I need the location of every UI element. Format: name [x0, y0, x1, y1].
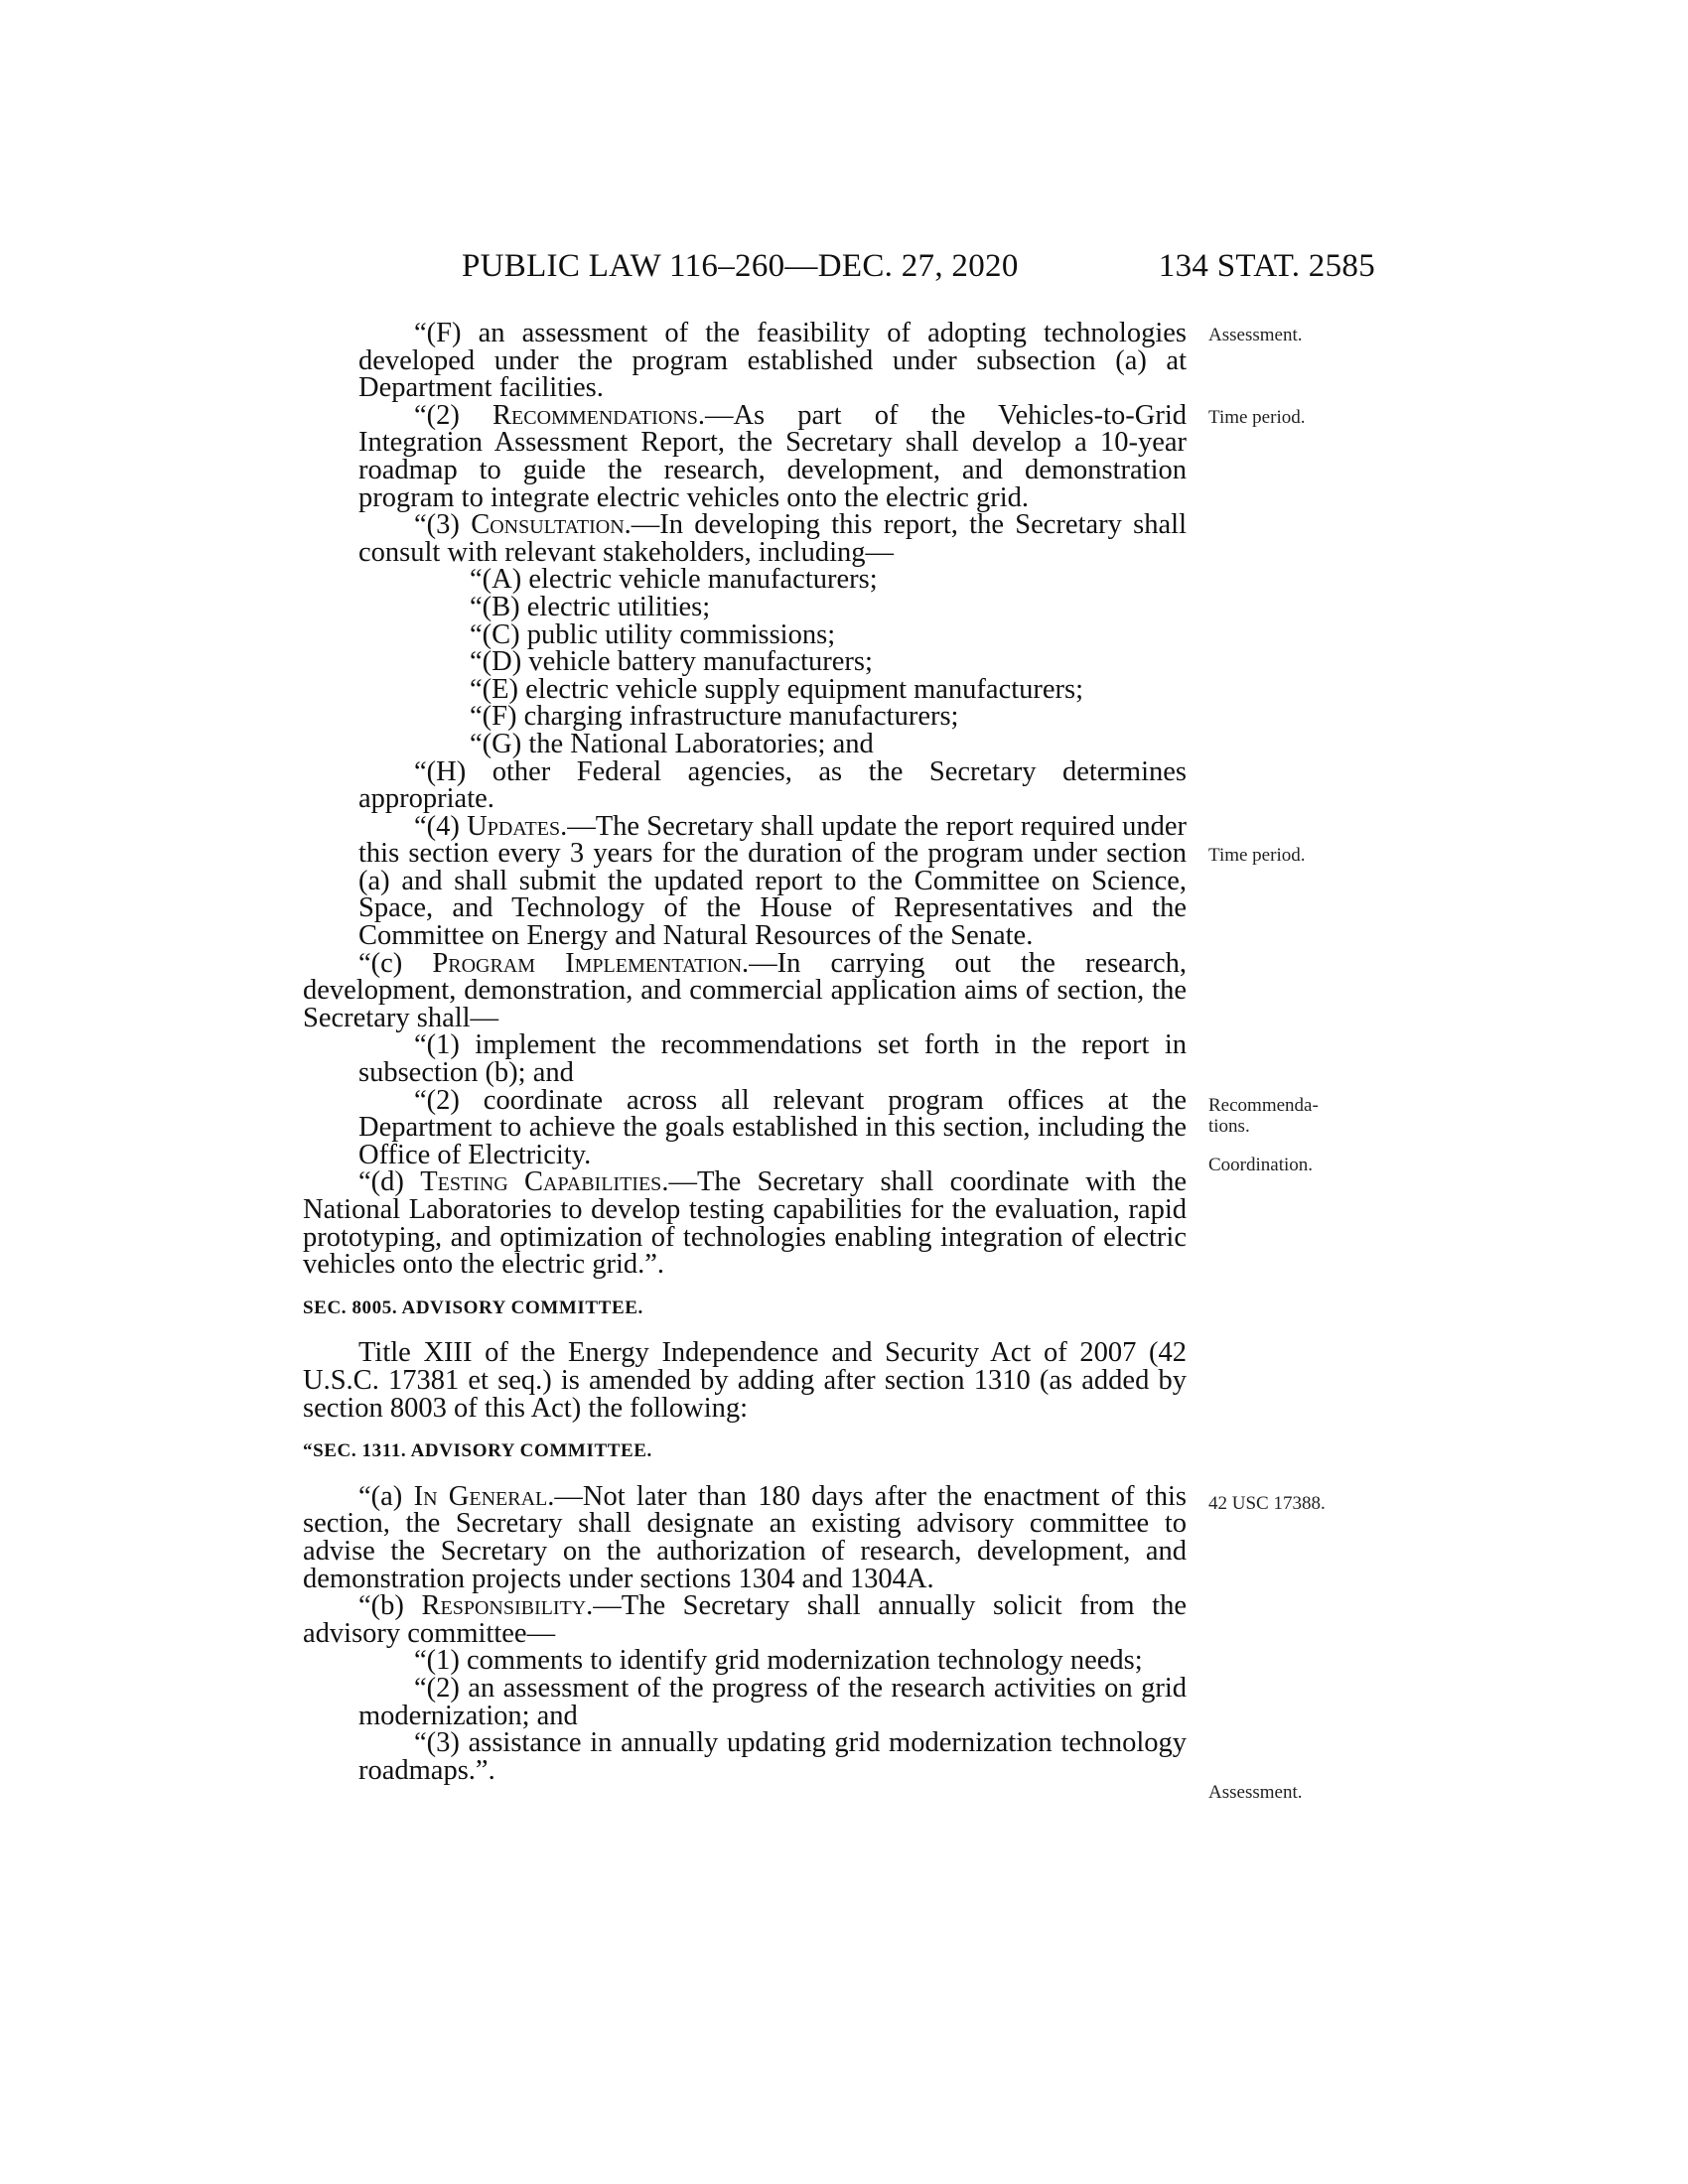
paragraph-heading: Responsibility — [421, 1590, 587, 1622]
paragraph-4-updates — [303, 810, 1187, 952]
margin-note-assessment: Assessment. — [1208, 325, 1303, 345]
subsection-c-item-2: “(2) coordinate across all relevant program offices at the Department to achieve the goals established in this section, including the Office of Electricity. — [358, 1084, 1187, 1170]
paragraph-heading: Consultation — [471, 509, 625, 541]
paragraph-lead: “(3) — [414, 509, 472, 541]
list-item-e: “(E) electric vehicle supply equipment manufacturers; — [470, 673, 1084, 705]
margin-note-coordination: Coordination. — [1208, 1155, 1314, 1175]
margin-note-time-period-2: Time period. — [1208, 845, 1306, 866]
subsection-c-item-1: “(1) implement the recommendations set forth in the report in subsection (b); and — [358, 1029, 1187, 1089]
list-item-a: “(A) electric vehicle manufacturers; — [470, 564, 878, 596]
list-item-h: “(H) other Federal agencies, as the Secretary determines appropriate. — [358, 755, 1187, 815]
subsection-d-testing-capabilities — [303, 1166, 1187, 1281]
paragraph-heading: Testing Capabilities — [420, 1166, 662, 1198]
paragraph-2-recommendations — [303, 399, 1187, 513]
paragraph-text: .—The Secretary shall coordinate with the National Laboratories to develop testing capabilities for the evaluation, rapid prototyping, and optimization of technologies enabling integration of electric vehicles onto the electric grid.”. — [303, 1166, 1187, 1281]
paragraph-3-consultation — [303, 511, 1187, 566]
paragraph-lead: “(d) — [358, 1166, 421, 1198]
paragraph-text: .—In carrying out the research, development, demonstration, and commercial application aims of section, the Secretary shall— — [303, 947, 1187, 1033]
paragraph-f-assessment: “(F) an assessment of the feasibility of adopting technologies developed under the program established under subsection (a) at Department facilities. — [358, 318, 1187, 404]
paragraph-lead: “(c) — [358, 947, 433, 979]
list-item-g: “(G) the National Laboratories; and — [470, 728, 874, 759]
subsection-b-item-2: “(2) an assessment of the progress of the research activities on grid modernization; and — [358, 1672, 1187, 1731]
subsection-a-in-general — [303, 1480, 1187, 1594]
subsection-b-responsibility — [303, 1592, 1187, 1647]
paragraph-lead: “(4) — [414, 810, 468, 842]
paragraph-lead: “(b) — [358, 1590, 422, 1622]
margin-note-time-period: Time period. — [1208, 407, 1306, 428]
section-1311-heading: “SEC. 1311. ADVISORY COMMITTEE. — [303, 1440, 652, 1462]
statute-text — [303, 320, 1187, 1784]
section-8005-heading: SEC. 8005. ADVISORY COMMITTEE. — [303, 1297, 643, 1318]
paragraph-heading: Updates — [467, 810, 561, 842]
paragraph-text: .—The Secretary shall update the report required under this section every 3 years for the duration of the program under section (a) and shall submit the updated report to the Committee on Science, Space, and Technology of the House of Representatives and the Committee on Energy and Natural Resources of the Senate. — [358, 810, 1187, 952]
paragraph-text: .—Not later than 180 days after the enactment of this section, the Secretary shall designate an existing advisory committee to advise the Secretary on the authorization of research, development, and demonstration projects under sections 1304 and 1304A. — [303, 1480, 1187, 1594]
subsection-b-item-1: “(1) comments to identify grid modernization technology needs; — [414, 1645, 1143, 1677]
margin-note-usc-citation: 42 USC 17388. — [1208, 1493, 1326, 1514]
list-item-c: “(C) public utility commissions; — [470, 618, 836, 650]
paragraph-text: .—In developing this report, the Secretary shall consult with relevant stakeholders, including— — [358, 509, 1187, 568]
margin-note-recommendations: Recommenda- tions. — [1208, 1095, 1319, 1137]
section-8005-text: Title XIII of the Energy Independence and Security Act of 2007 (42 U.S.C. 17381 et seq.) is amended by adding after section 1310 (as added by section 8003 of this Act) the following: — [303, 1337, 1187, 1424]
list-item-f: “(F) charging infrastructure manufacturers; — [470, 701, 959, 733]
header-law-citation: PUBLIC LAW 116–260—DEC. 27, 2020 — [462, 248, 1019, 284]
paragraph-text: .—The Secretary shall annually solicit from the advisory committee— — [303, 1590, 1187, 1649]
list-item-d: “(D) vehicle battery manufacturers; — [470, 646, 873, 678]
list-item-b: “(B) electric utilities; — [470, 591, 711, 622]
subsection-c-program-implementation — [303, 947, 1187, 1033]
subsection-b-item-3: “(3) assistance in annually updating grid modernization technology roadmaps.”. — [358, 1727, 1187, 1786]
paragraph-heading: In General — [413, 1480, 548, 1512]
paragraph-heading: Program Implementation — [432, 947, 743, 979]
margin-note-assessment-2: Assessment. — [1208, 1782, 1303, 1803]
paragraph-heading: Recommendations — [492, 399, 698, 431]
paragraph-lead: “(2) — [414, 399, 493, 431]
paragraph-text: .—As part of the Vehicles-to-Grid Integration Assessment Report, the Secretary shall develop a 10-year roadmap to guide the research, development, and demonstration program to integrate electric vehicles onto the electric grid. — [358, 399, 1187, 513]
header-stat-page: 134 STAT. 2585 — [1158, 248, 1375, 284]
paragraph-lead: “(a) — [358, 1480, 414, 1512]
